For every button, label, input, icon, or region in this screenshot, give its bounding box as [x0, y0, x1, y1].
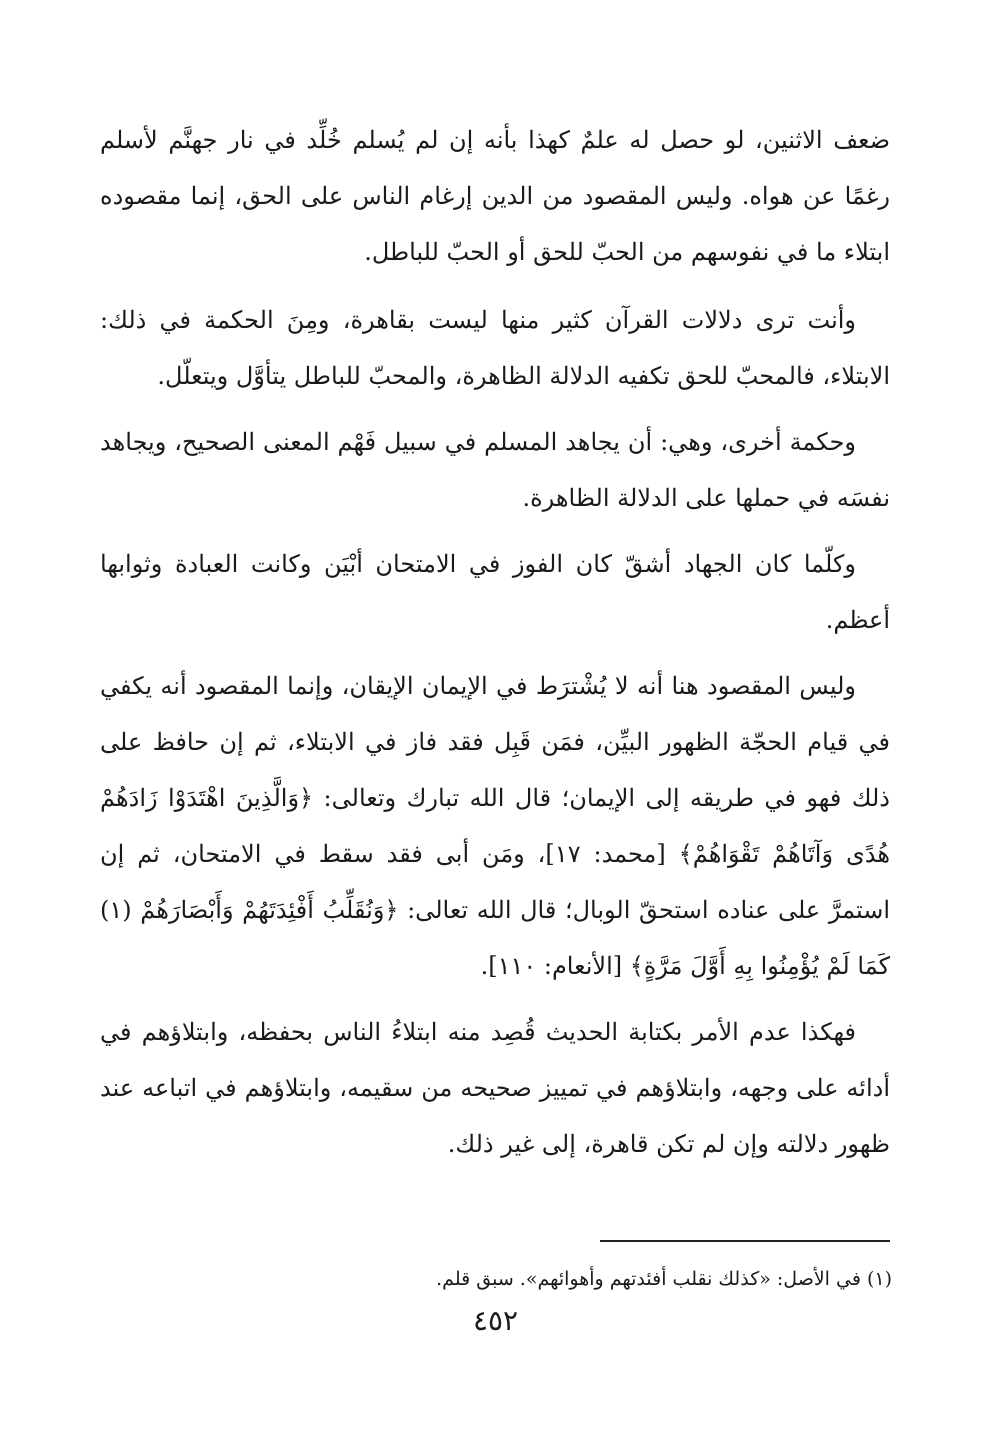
page-number: ٤٥٢: [472, 1304, 519, 1337]
footnote-divider: [600, 1240, 890, 1242]
paragraph-5: وليس المقصود هنا أنه لا يُشْترَط في الإيمان الإيقان، وإنما المقصود أنه يكفي في قيام الحجّة الظهور البيِّن، فمَن قَبِل فقد فاز في الابتلاء، ثم إن حافظ على ذلك فهو في طريقه إلى الإيمان؛ قال الله تبارك وتعالى: ﴿وَالَّذِينَ اهْتَدَوْا زَادَهُمْ هُدًى وَآتَاهُمْ تَقْوَاهُمْ﴾ [محمد: ١٧]، ومَن أبى فقد سقط في الامتحان، ثم إن استمرَّ على عناده استحقّ الوبال؛ قال الله تعالى: ﴿وَنُقَلِّبُ أَفْئِدَتَهُمْ وَأَبْصَارَهُمْ (١) كَمَا لَمْ يُؤْمِنُوا بِهِ أَوَّلَ مَرَّةٍ﴾ [الأنعام: ١١٠].: [100, 672, 891, 980]
paragraph-2: وأنت ترى دلالات القرآن كثير منها ليست بقاهرة، ومِنَ الحكمة في ذلك: الابتلاء، فالمحبّ للحق تكفيه الدلالة الظاهرة، والمحبّ للباطل يتأوَّل ويتعلّل.: [100, 306, 890, 390]
footnote: (١) في الأصل: «كذلك نقلب أفئدتهم وأهوائهم». سبق قلم.: [436, 1268, 892, 1290]
paragraph-3: وحكمة أخرى، وهي: أن يجاهد المسلم في سبيل فَهْم المعنى الصحيح، ويجاهد نفسَه في حملها على الدلالة الظاهرة.: [100, 428, 890, 512]
page-body: [100, 112, 890, 1182]
paragraph-6: فهكذا عدم الأمر بكتابة الحديث قُصِد منه ابتلاءُ الناس بحفظه، وابتلاؤهم في أدائه على وجهه، وابتلاؤهم في تمييز صحيحه من سقيمه، وابتلاؤهم في اتباعه عند ظهور دلالته وإن لم تكن قاهرة، إلى غير ذلك.: [100, 1018, 890, 1158]
paragraph-4: وكلّما كان الجهاد أشقّ كان الفوز في الامتحان أبْيَن وكانت العبادة وثوابها أعظم.: [100, 550, 890, 634]
paragraph-1: ضعف الاثنين، لو حصل له علمٌ كهذا بأنه إن لم يُسلم خُلِّد في نار جهنَّم لأسلم رغمًا عن هواه. وليس المقصود من الدين إرغام الناس على الحق، إنما مقصوده ابتلاء ما في نفوسهم من الحبّ للحق أو الحبّ للباطل.: [100, 126, 890, 266]
